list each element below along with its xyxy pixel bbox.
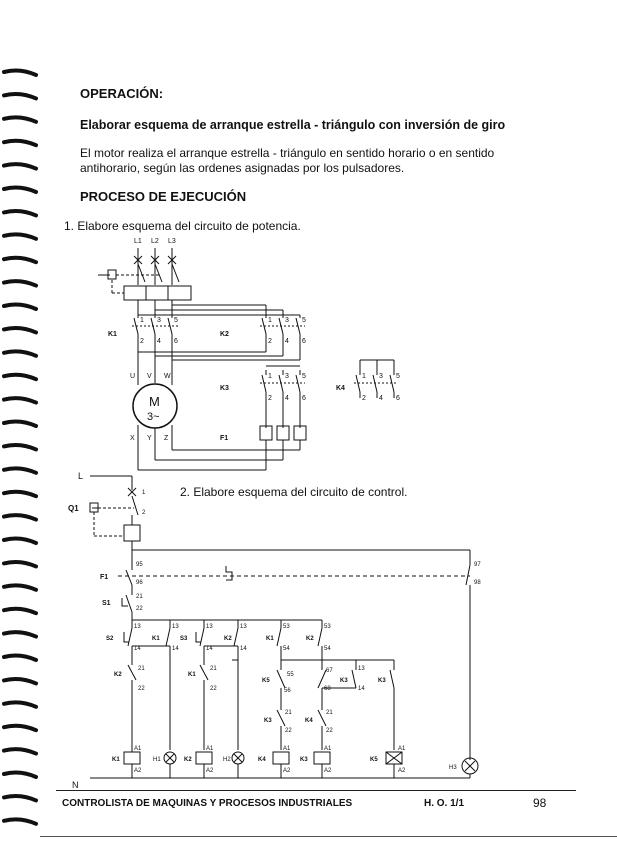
footer-rule bbox=[56, 790, 576, 791]
k1-terminal-5: 5 bbox=[174, 317, 178, 324]
footer-title: CONTROLISTA DE MAQUINAS Y PROCESOS INDUSTRIALES bbox=[62, 798, 353, 809]
k4-interlock-label: K4 bbox=[305, 718, 313, 724]
k1-a1: A1 bbox=[134, 746, 142, 752]
k2-aux-53: 53 bbox=[324, 624, 331, 630]
k2-il-21: 21 bbox=[138, 666, 145, 672]
u-label: U bbox=[130, 373, 136, 380]
s1-terminal-22: 22 bbox=[136, 606, 143, 612]
k3-aux2-label: K3 bbox=[378, 678, 386, 684]
x-label: X bbox=[130, 435, 135, 442]
k2-aux-54: 54 bbox=[324, 646, 331, 652]
k2-terminal-6: 6 bbox=[302, 338, 306, 345]
k3-terminal-5: 5 bbox=[302, 373, 306, 380]
k2-terminal-2: 2 bbox=[268, 338, 272, 345]
k3-il-21: 21 bbox=[285, 710, 292, 716]
k1-aux-54: 54 bbox=[283, 646, 290, 652]
k1-terminal-1: 1 bbox=[140, 317, 144, 324]
k4-terminal-5: 5 bbox=[396, 373, 400, 380]
k2-a1: A1 bbox=[206, 746, 214, 752]
s2-label: S2 bbox=[106, 636, 114, 642]
k4-terminal-4: 4 bbox=[379, 395, 383, 402]
k4-il-21: 21 bbox=[326, 710, 333, 716]
k1-aux-label: K1 bbox=[266, 636, 274, 642]
k3-aux-13: 13 bbox=[358, 666, 365, 672]
v-label: V bbox=[147, 373, 152, 380]
k5-a1: A1 bbox=[398, 746, 406, 752]
f1-terminal-95: 95 bbox=[136, 562, 143, 568]
k1-terminal-6: 6 bbox=[174, 338, 178, 345]
k2-power-label: K2 bbox=[220, 331, 229, 338]
h1-label: H1 bbox=[153, 757, 161, 763]
k1-terminal-2: 2 bbox=[140, 338, 144, 345]
k1-terminal-4: 4 bbox=[157, 338, 161, 345]
process-heading: PROCESO DE EJECUCIÓN bbox=[80, 189, 247, 204]
s2-terminal-13: 13 bbox=[134, 624, 141, 630]
l-line-label: L bbox=[78, 471, 84, 481]
k2-seal-14: 14 bbox=[240, 646, 247, 652]
k4-terminal-6: 6 bbox=[396, 395, 400, 402]
k5-67: 67 bbox=[326, 668, 333, 674]
q1-label: Q1 bbox=[68, 504, 79, 513]
k3-terminal-3: 3 bbox=[285, 373, 289, 380]
k1-coil-label: K1 bbox=[112, 757, 120, 763]
l2-label: L2 bbox=[151, 238, 159, 245]
h3-label: H3 bbox=[449, 765, 457, 771]
f1-control-label: F1 bbox=[100, 574, 109, 581]
k4-terminal-3: 3 bbox=[379, 373, 383, 380]
l1-label: L1 bbox=[134, 238, 142, 245]
k2-coil-label: K2 bbox=[184, 757, 192, 763]
f1-terminal-97: 97 bbox=[474, 562, 481, 568]
k4-a1: A1 bbox=[283, 746, 291, 752]
step-1-label: 1. Elabore esquema del circuito de potencia. bbox=[64, 219, 301, 233]
k5-a2: A2 bbox=[398, 768, 406, 774]
k3-terminal-2: 2 bbox=[268, 395, 272, 402]
k1-a2: A2 bbox=[134, 768, 142, 774]
task-title: Elaborar esquema de arranque estrella - triángulo con inversión de giro bbox=[80, 118, 506, 132]
task-description: El motor realiza el arranque estrella - triángulo en sentido horario o en sentido antihorario, según las ordenes asignadas por los pulsadores. bbox=[80, 146, 495, 175]
footer-code: H. O. 1/1 bbox=[424, 798, 465, 809]
q1-terminal-1: 1 bbox=[142, 490, 146, 496]
k1-power-label: K1 bbox=[108, 331, 117, 338]
f1-terminal-98: 98 bbox=[474, 580, 481, 586]
w-label: W bbox=[164, 373, 171, 380]
motor-phase-label: 3~ bbox=[147, 411, 160, 423]
s1-terminal-21: 21 bbox=[136, 594, 143, 600]
k1-interlock-label: K1 bbox=[188, 672, 196, 678]
k5-55: 55 bbox=[287, 672, 294, 678]
k3-terminal-6: 6 bbox=[302, 395, 306, 402]
k5-68: 68 bbox=[324, 686, 331, 692]
y-label: Y bbox=[147, 435, 152, 442]
n-line-label: N bbox=[72, 780, 79, 790]
f1-terminal-96: 96 bbox=[136, 580, 143, 586]
k5-56: 56 bbox=[284, 688, 291, 694]
z-label: Z bbox=[164, 435, 169, 442]
s3-terminal-13: 13 bbox=[206, 624, 213, 630]
s1-label: S1 bbox=[102, 600, 111, 607]
k2-seal-13: 13 bbox=[240, 624, 247, 630]
s3-terminal-14: 14 bbox=[206, 646, 213, 652]
k2-a2: A2 bbox=[206, 768, 214, 774]
k1-aux-53: 53 bbox=[283, 624, 290, 630]
k3-aux-14: 14 bbox=[358, 686, 365, 692]
motor-m-label: M bbox=[149, 394, 160, 409]
k4-terminal-2: 2 bbox=[362, 395, 366, 402]
k3-aux-label: K3 bbox=[340, 678, 348, 684]
k3-power-label: K3 bbox=[220, 385, 229, 392]
k1-seal-14: 14 bbox=[172, 646, 179, 652]
k3-terminal-4: 4 bbox=[285, 395, 289, 402]
k4-terminal-1: 1 bbox=[362, 373, 366, 380]
step-2-label: 2. Elabore esquema del circuito de control. bbox=[180, 485, 408, 499]
k4-il-22: 22 bbox=[326, 728, 333, 734]
s3-label: S3 bbox=[180, 636, 188, 642]
f1-power-label: F1 bbox=[220, 435, 229, 442]
k2-terminal-5: 5 bbox=[302, 317, 306, 324]
k5-label: K5 bbox=[262, 678, 270, 684]
k2-terminal-1: 1 bbox=[268, 317, 272, 324]
q1-terminal-2: 2 bbox=[142, 510, 146, 516]
k2-il-22: 22 bbox=[138, 686, 145, 692]
h2-label: H2 bbox=[223, 757, 231, 763]
k4-a2: A2 bbox=[283, 768, 291, 774]
s2-terminal-14: 14 bbox=[134, 646, 141, 652]
k5-coil-label: K5 bbox=[370, 757, 378, 763]
k3-a1: A1 bbox=[324, 746, 332, 752]
k1-terminal-3: 3 bbox=[157, 317, 161, 324]
k4-coil-label: K4 bbox=[258, 757, 266, 763]
k1-il-22: 22 bbox=[210, 686, 217, 692]
l3-label: L3 bbox=[168, 238, 176, 245]
k3-il-22: 22 bbox=[285, 728, 292, 734]
k4-power-label: K4 bbox=[336, 385, 345, 392]
k1-il-21: 21 bbox=[210, 666, 217, 672]
k2-terminal-3: 3 bbox=[285, 317, 289, 324]
k1-seal-13: 13 bbox=[172, 624, 179, 630]
k3-coil-label: K3 bbox=[300, 757, 308, 763]
operation-heading: OPERACIÓN: bbox=[80, 86, 164, 101]
k1-seal-label: K1 bbox=[152, 636, 160, 642]
k3-a2: A2 bbox=[324, 768, 332, 774]
page-number: 98 bbox=[533, 796, 547, 810]
k2-interlock-label: K2 bbox=[114, 672, 122, 678]
k2-aux-label: K2 bbox=[306, 636, 314, 642]
k3-interlock-label: K3 bbox=[264, 718, 272, 724]
k3-terminal-1: 1 bbox=[268, 373, 272, 380]
page-bottom-edge bbox=[40, 836, 617, 837]
k2-terminal-4: 4 bbox=[285, 338, 289, 345]
k2-seal-label: K2 bbox=[224, 636, 232, 642]
